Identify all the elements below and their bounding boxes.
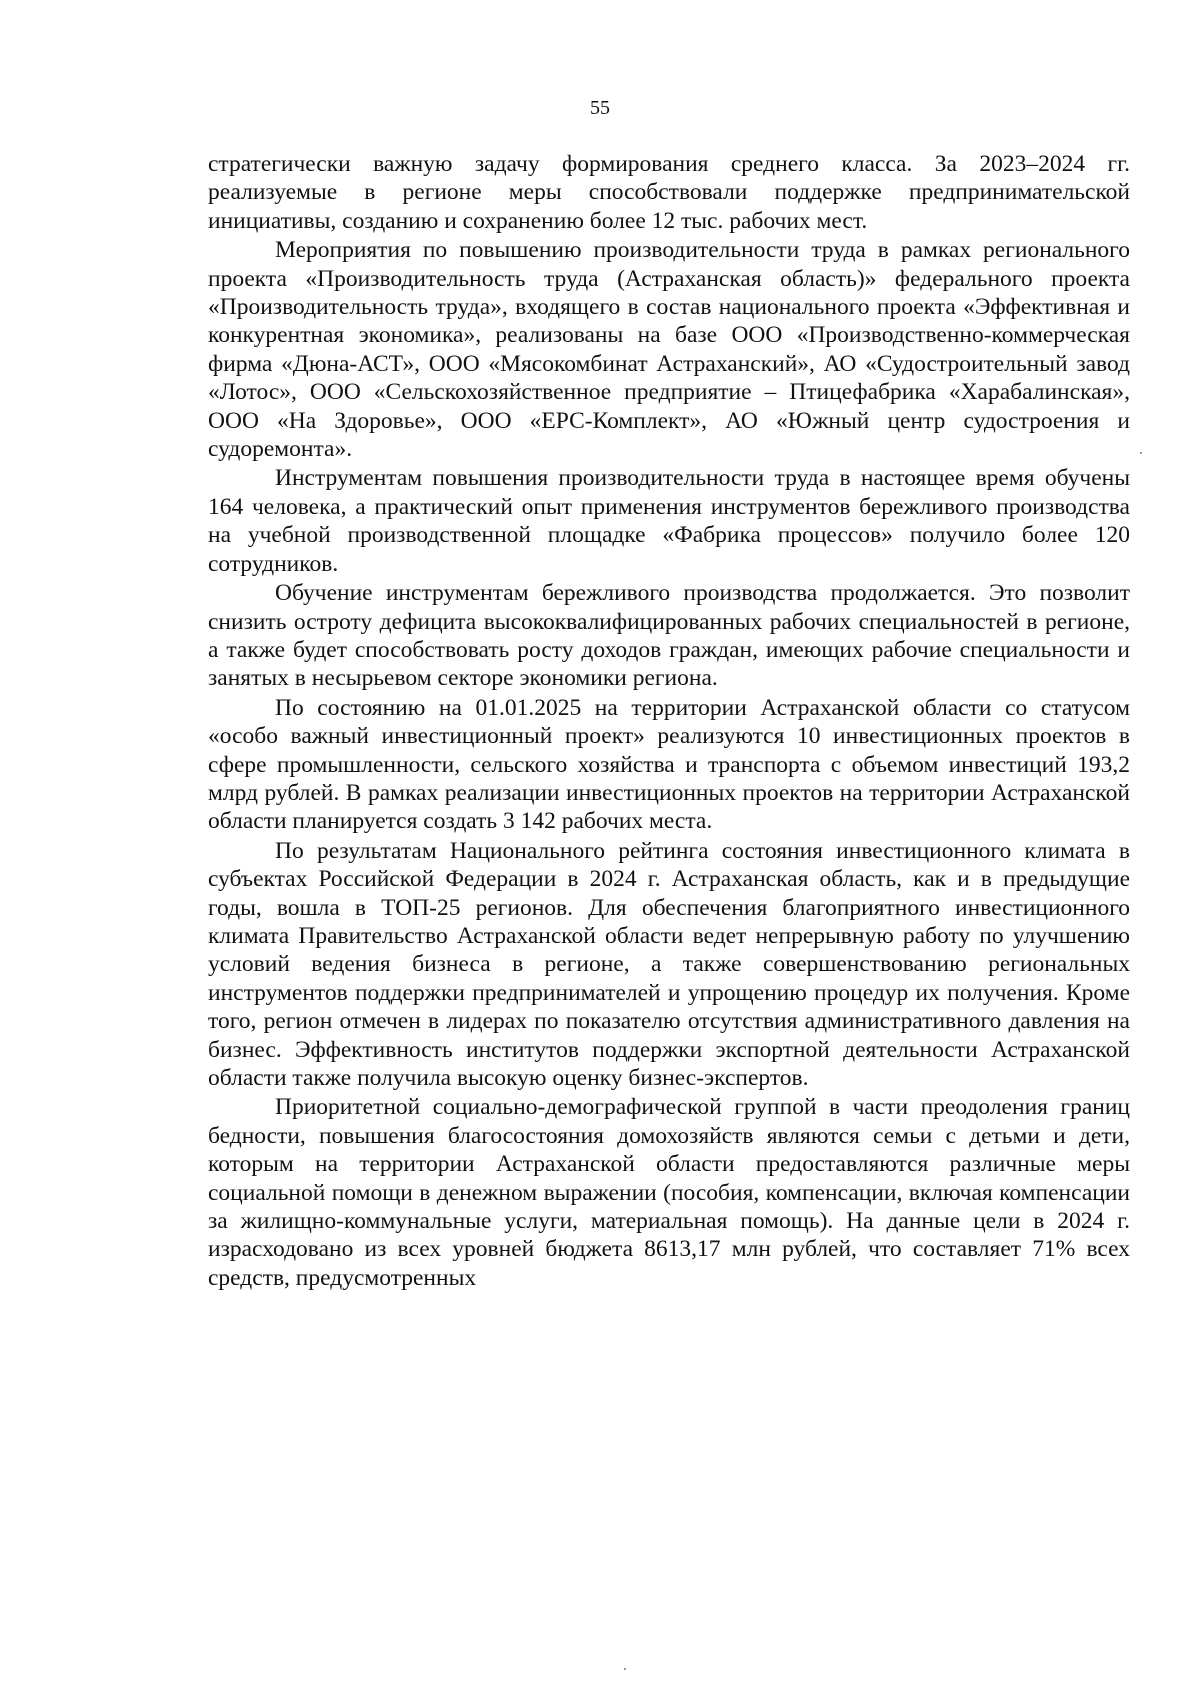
paragraph-3: Инструментам повышения производительности труда в настоящее время обучены 164 человека, а практический опыт применения инструментов бережливого производства на учебной производственной площадке «Фабрика процессов» получило более 120 сотрудников. — [208, 465, 1130, 577]
scan-speck — [1140, 452, 1142, 454]
paragraph-2: Мероприятия по повышению производительности труда в рамках регионального проекта «Производительность труда (Астраханская область)» федерального проекта «Производительность труда», входящего в состав национального проекта «Эффективная и конкурентная экономика», реализованы на базе ООО «Производственно-коммерческая фирма «Дюна-АСТ», ООО «Мясокомбинат Астраханский», АО «Судостроительный завод «Лотос», ООО «Сельскохозяйственное предприятие – Птицефабрика «Харабалинская», ООО «На Здоровье», ООО «ЕРС-Комплект», АО «Южный центр судостроения и судоремонта». — [208, 237, 1130, 463]
paragraph-7: Приоритетной социально-демографической группой в части преодоления границ бедности, повышения благосостояния домохозяйств являются семьи с детьми и дети, которым на территории Астраханской области предоставляются различные меры социальной помощи в денежном выражении (пособия, компенсации, включая компенсации за жилищно-коммунальные услуги, материальная помощь). На данные цели в 2024 г. израсходовано из всех уровней бюджета 8613,17 млн рублей, что составляет 71% всех средств, предусмотренных — [208, 1094, 1130, 1291]
body-text — [208, 150, 1130, 1293]
page-number: 55 — [590, 97, 610, 119]
paragraph-1: стратегически важную задачу формирования среднего класса. За 2023–2024 гг. реализуемые в регионе меры способствовали поддержке предпринимательской инициативы, созданию и сохранению более 12 тыс. рабочих мест. — [208, 151, 1130, 234]
paragraph-6: По результатам Национального рейтинга состояния инвестиционного климата в субъектах Российской Федерации в 2024 г. Астраханская область, как и в предыдущие годы, вошла в ТОП-25 регионов. Для обеспечения благоприятного инвестиционного климата Правительство Астраханской области ведет непрерывную работу по улучшению условий ведения бизнеса в регионе, а также совершенствованию региональных инструментов поддержки предпринимателей и упрощению процедур их получения. Кроме того, регион отмечен в лидерах по показателю отсутствия административного давления на бизнес. Эффективность институтов поддержки экспортной деятельности Астраханской области также получила высокую оценку бизнес-экспертов. — [208, 837, 1130, 1091]
scan-speck — [624, 1668, 626, 1670]
paragraph-5: По состоянию на 01.01.2025 на территории Астраханской области со статусом «особо важный инвестиционный проект» реализуются 10 инвестиционных проектов в сфере промышленности, сельского хозяйства и транспорта с объемом инвестиций 193,2 млрд рублей. В рамках реализации инвестиционных проектов на территории Астраханской области планируется создать 3 142 рабочих места. — [208, 694, 1130, 835]
paragraph-4: Обучение инструментам бережливого производства продолжается. Это позволит снизить остроту дефицита высококвалифицированных рабочих специальностей в регионе, а также будет способствовать росту доходов граждан, имеющих рабочие специальности и занятых в несырьевом секторе экономики региона. — [208, 580, 1130, 692]
